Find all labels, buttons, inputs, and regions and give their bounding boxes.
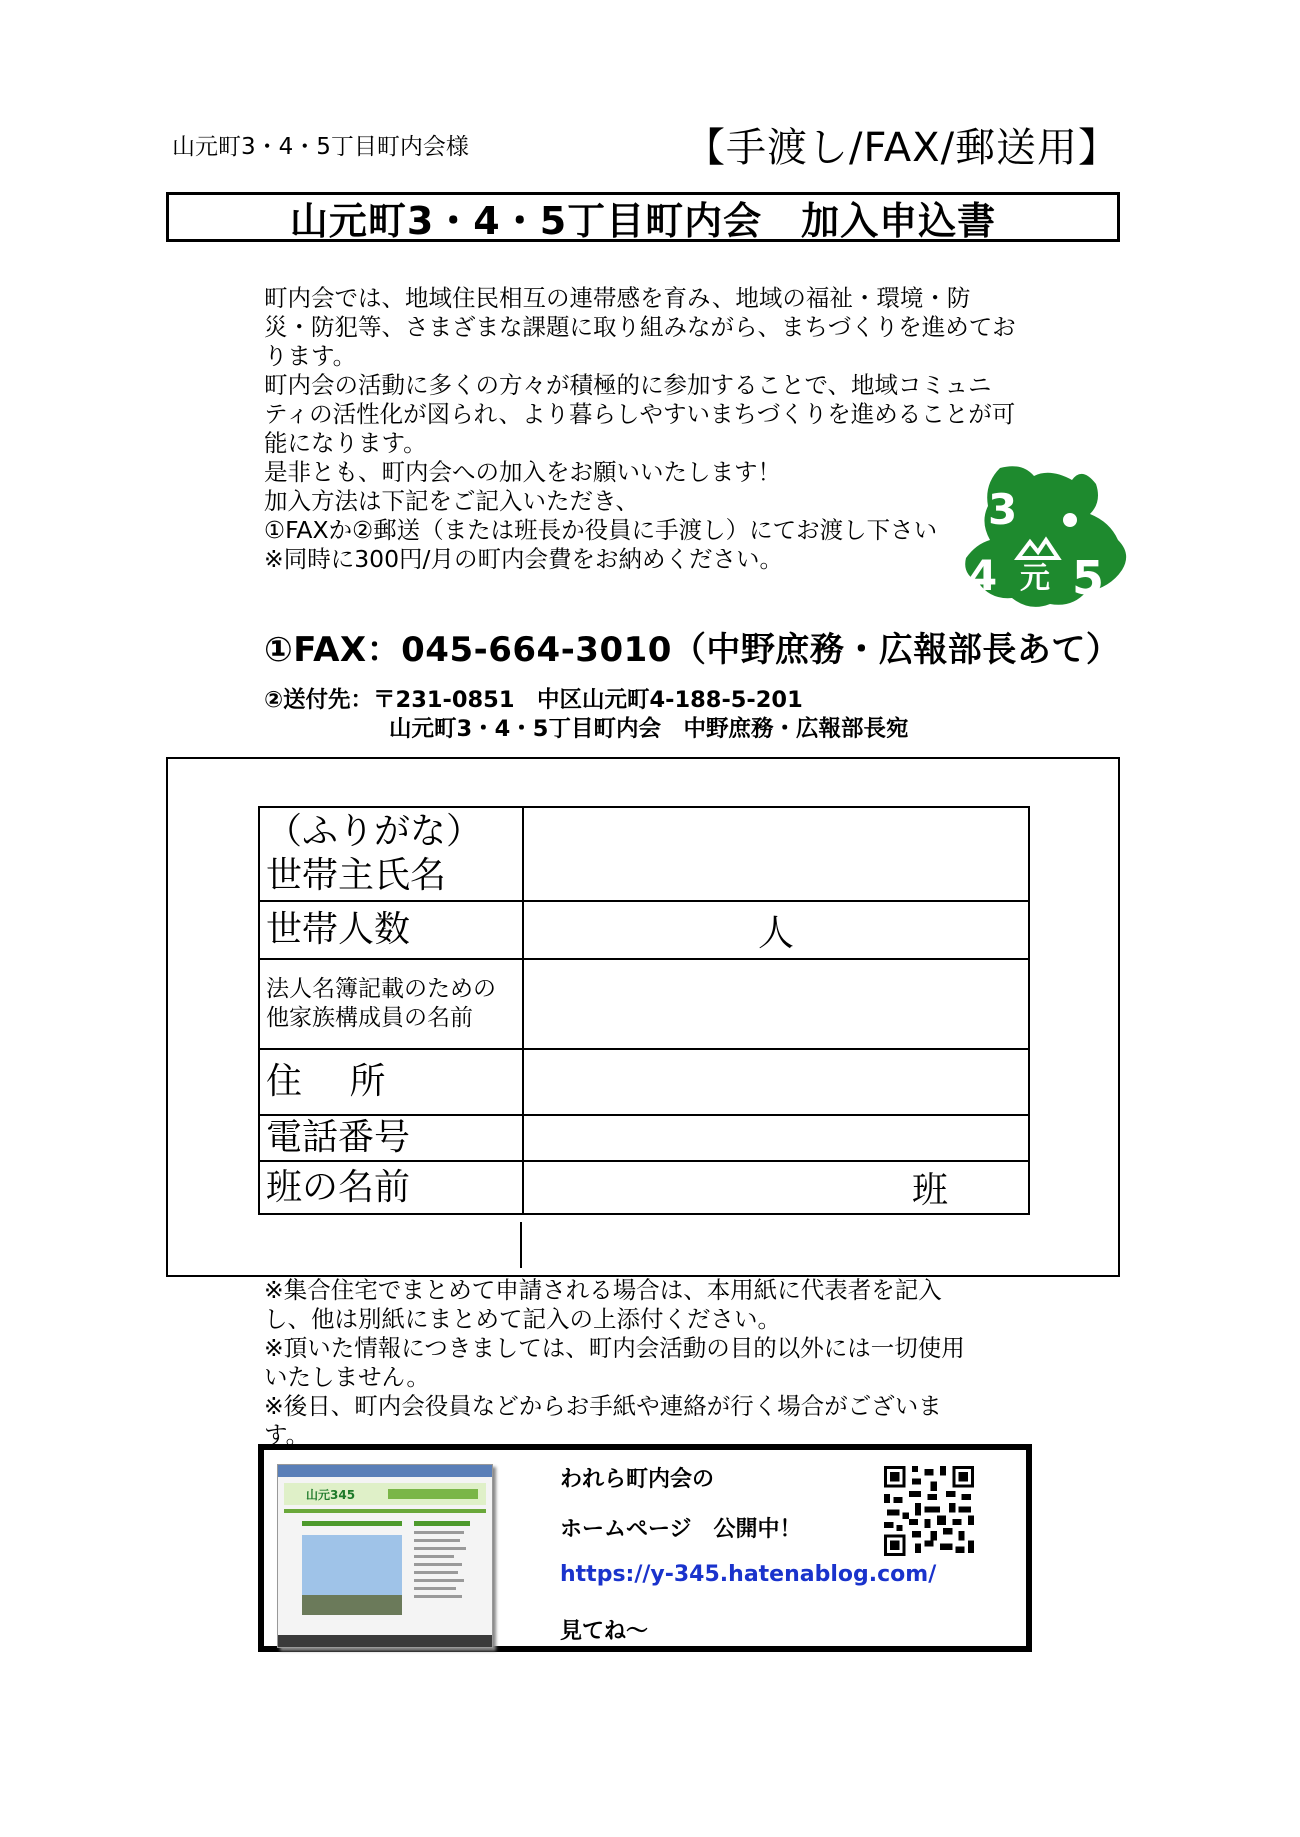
note-line: ※頂いた情報につきましては、町内会活動の目的以外には一切使用 [264, 1334, 965, 1362]
household-size-label: 世帯人数 [259, 901, 523, 959]
han-field[interactable] [523, 1161, 1029, 1214]
homepage-url-link[interactable]: https://y-345.hatenablog.com/ [560, 1562, 937, 1587]
intro-line: ※同時に300円/月の町内会費をお納めください。 [264, 545, 783, 573]
family-members-label-cell [259, 959, 523, 1049]
han-unit: 班 [911, 1170, 948, 1211]
intro-line: 災・防犯等、さまざまな課題に取り組みながら、まちづくりを進めてお [264, 313, 1016, 341]
head-name-field[interactable] [523, 807, 1029, 901]
household-size-unit: 人 [757, 912, 794, 954]
table-stub-line [520, 1222, 522, 1268]
mail-line-1: ②送付先：〒231-0851 中区山元町4-188-5-201 [264, 687, 803, 713]
intro-line: ります。 [264, 342, 357, 370]
table-row [259, 959, 1029, 1049]
address-field[interactable] [523, 1049, 1029, 1115]
form-title-box [166, 192, 1120, 242]
family-members-field[interactable] [523, 959, 1029, 1049]
banner-line-4: 見てね～ [560, 1619, 649, 1644]
note-line: いたしません。 [264, 1363, 430, 1391]
application-form-table [258, 806, 1030, 1215]
addressee: 山元町3・4・5丁目町内会様 [172, 134, 469, 160]
table-row [259, 1049, 1029, 1115]
table-row [259, 1161, 1029, 1214]
mail-contact [264, 686, 908, 744]
head-name-label-cell [259, 807, 523, 901]
intro-line: ①FAXか②郵送（または班長か役員に手渡し）にてお渡し下さい [264, 516, 938, 544]
table-row [259, 807, 1029, 901]
note-line: ※後日、町内会役員などからお手紙や連絡が行く場合がございま [264, 1392, 942, 1420]
han-label: 班の名前 [259, 1161, 523, 1214]
head-name-label: 世帯主氏名 [266, 855, 447, 896]
phone-label: 電話番号 [259, 1115, 523, 1161]
table-row [259, 1115, 1029, 1161]
intro-line: 町内会では、地域住民相互の連帯感を育み、地域の福祉・環境・防 [264, 284, 971, 312]
furigana-label: （ふりがな） [266, 811, 483, 852]
logo-dot-icon [1063, 513, 1077, 527]
banner-line-1: われら町内会の [560, 1467, 715, 1492]
intro-line: 町内会の活動に多くの方々が積極的に参加することで、地域コミュニ [264, 371, 992, 399]
note-line: し、他は別紙にまとめて記入の上添付ください。 [264, 1305, 781, 1333]
intro-line: ティの活性化が図られ、より暮らしやすいまちづくりを進めることが可 [264, 400, 1016, 428]
logo-digit-3: 3 [988, 485, 1018, 534]
intro-line: 加入方法は下記をご記入いただき、 [264, 487, 640, 515]
note-line: す。 [264, 1421, 310, 1449]
banner-line-2: ホームページ 公開中！ [560, 1517, 802, 1542]
intro-text [264, 284, 1024, 574]
note-line: ※集合住宅でまとめて申請される場合は、本用紙に代表者を記入 [264, 1276, 942, 1304]
family-members-label-line-1: 法人名簿記載のための [266, 976, 496, 1002]
address-label: 住 所 [259, 1049, 523, 1115]
town-logo-icon [960, 462, 1135, 614]
phone-field[interactable] [523, 1115, 1029, 1161]
form-title: 山元町3・4・5丁目町内会 加入申込書 [289, 198, 997, 243]
mail-line-2: 山元町3・4・5丁目町内会 中野庶務・広報部長宛 [389, 716, 909, 742]
website-thumbnail [277, 1464, 493, 1648]
logo-digit-5: 5 [1072, 551, 1105, 605]
fax-contact: ①FAX：045-664-3010（中野庶務・広報部長あて） [264, 630, 1121, 670]
family-members-label-line-2: 他家族構成員の名前 [266, 1005, 473, 1031]
intro-line: 是非とも、町内会への加入をお願いいたします！ [264, 458, 781, 486]
qr-code-icon[interactable] [884, 1466, 974, 1556]
usage-label: 【手渡し/FAX/郵送用】 [685, 125, 1120, 171]
logo-mark: 元 [1020, 561, 1050, 596]
intro-line: 能になります。 [264, 429, 427, 457]
household-size-field[interactable] [523, 901, 1029, 959]
table-row [259, 901, 1029, 959]
thumbnail-title: 山元345 [306, 1488, 356, 1502]
notes-text [264, 1276, 1034, 1450]
logo-digit-4: 4 [968, 551, 998, 600]
